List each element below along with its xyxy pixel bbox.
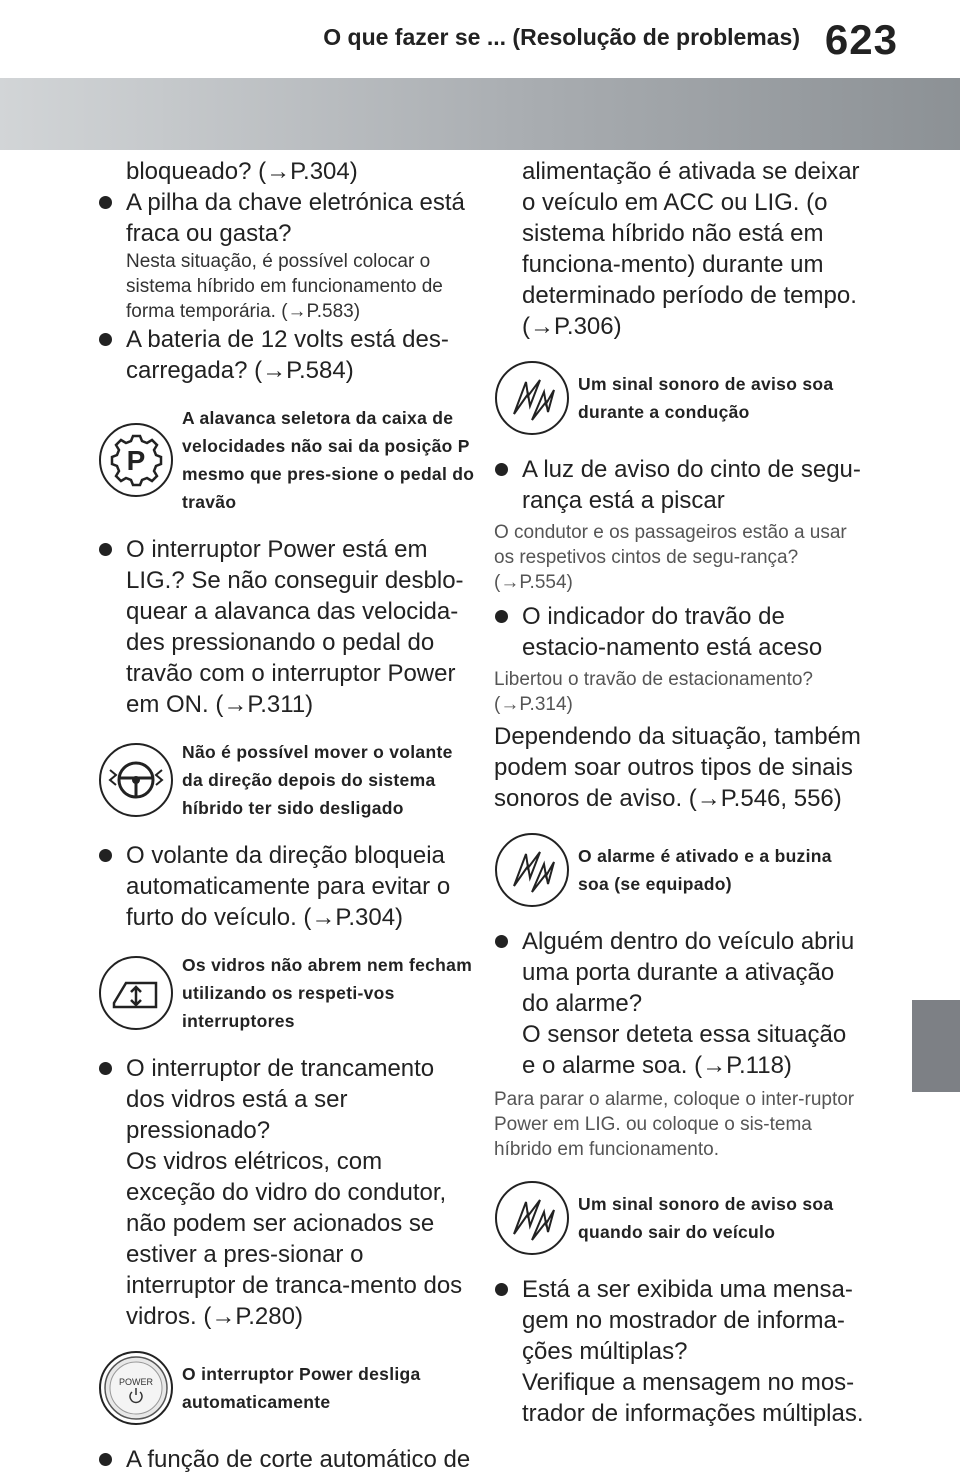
heading-text: Um sinal sonoro de aviso soa quando sair do veículo [578, 1194, 834, 1242]
buzzer-icon [494, 832, 570, 908]
heading-text: O alarme é ativado e a buzina soa (se equipado) [578, 846, 832, 894]
bullet-item: A bateria de 12 volts está des-carregada? (→P.584) [98, 324, 476, 386]
bullet-note: Verifique a mensagem no mos-trador de informações múltiplas. [522, 1369, 864, 1427]
steering-lock-icon [98, 742, 174, 818]
section-heading-gear-lever [98, 404, 476, 516]
small-note: Para parar o alarme, coloque o inter-ruptor Power em LIG. ou coloque o sis-tema híbrido em funcionamento. [494, 1089, 855, 1160]
header-band [0, 78, 960, 150]
bullet-note: Os vidros elétricos, com exceção do vidro do condutor, não podem ser acionados se estiver a pres-sionar o interruptor de tranca-mento dos vidros. (→P.280) [126, 1148, 463, 1330]
bullet-item: O volante da direção bloqueia automaticamente para evitar o furto do veículo. (→P.304) [98, 840, 476, 933]
section-heading-power-switch [98, 1350, 476, 1426]
bullet-note: Libertou o travão de estacionamento? (→P.314) [494, 669, 813, 715]
bullet-item: A luz de aviso do cinto de segu-rança está a piscar [494, 454, 866, 516]
section-heading-buzzer-exit [494, 1180, 866, 1256]
buzzer-icon [494, 1180, 570, 1256]
heading-text: Um sinal sonoro de aviso soa durante a condução [578, 374, 834, 422]
right-column [494, 156, 866, 1429]
power-window-icon [98, 955, 174, 1031]
bullet-item: A função de corte automático de [98, 1444, 476, 1475]
heading-text: Não é possível mover o volante da direção depois do sistema híbrido ter sido desligado [182, 742, 453, 818]
section-title: O que fazer se ... (Resolução de problemas) [323, 24, 800, 50]
bullet-item: O interruptor de trancamento dos vidros está a ser pressionado? [98, 1053, 476, 1146]
bullet-continuation: bloqueado? (→P.304) [126, 158, 358, 185]
svg-text:P: P [126, 445, 146, 476]
bullet-item: A pilha da chave eletrónica está fraca ou gasta? [98, 187, 476, 249]
bullet-item: Alguém dentro do veículo abriu uma porta durante a ativação do alarme? [494, 926, 866, 1019]
page-number: 623 [824, 16, 898, 63]
bullet-item: Está a ser exibida uma mensa-gem no mostrador de informa-ções múltiplas? [494, 1274, 866, 1367]
left-column [98, 156, 476, 1475]
section-heading-steering [98, 738, 476, 822]
section-heading-windows [98, 951, 476, 1035]
power-label: POWER [118, 1377, 154, 1387]
paragraph: Dependendo da situação, também podem soar outros tipos de sinais sonoros de aviso. (→P.546, 556) [494, 723, 861, 812]
section-heading-buzzer-driving [494, 360, 866, 436]
bullet-note: O condutor e os passageiros estão a usar os respetivos cintos de segu-rança? (→P.554) [494, 522, 847, 593]
bullet-note: Nesta situação, é possível colocar o sistema híbrido em funcionamento de forma temporária. (→P.583) [126, 251, 443, 322]
section-heading-alarm [494, 832, 866, 908]
bullet-item: O interruptor Power está em LIG.? Se não conseguir desblo-quear a alavanca das velocida-des pressionando o pedal do travão com o interruptor Power em ON. (→P.311) [98, 534, 476, 720]
bullet-item: O indicador do travão de estacio-namento está aceso [494, 601, 866, 663]
heading-text: Os vidros não abrem nem fecham utilizando os respeti-vos interruptores [182, 955, 473, 1031]
power-button-icon [98, 1350, 174, 1426]
chapter-tab [912, 1000, 960, 1092]
bullet-continuation: alimentação é ativada se deixar o veículo em ACC ou LIG. (o sistema híbrido não está em funciona-mento) durante um determinado período de tempo. (→P.306) [522, 158, 860, 340]
bullet-note: O sensor deteta essa situação e o alarme soa. (→P.118) [522, 1021, 847, 1079]
heading-text: A alavanca seletora da caixa de velocidades não sai da posição P mesmo que pres-sione o pedal do travão [182, 408, 475, 512]
buzzer-icon [494, 360, 570, 436]
heading-text: O interruptor Power desliga automaticamente [182, 1364, 421, 1412]
parking-gear-icon [98, 422, 174, 498]
